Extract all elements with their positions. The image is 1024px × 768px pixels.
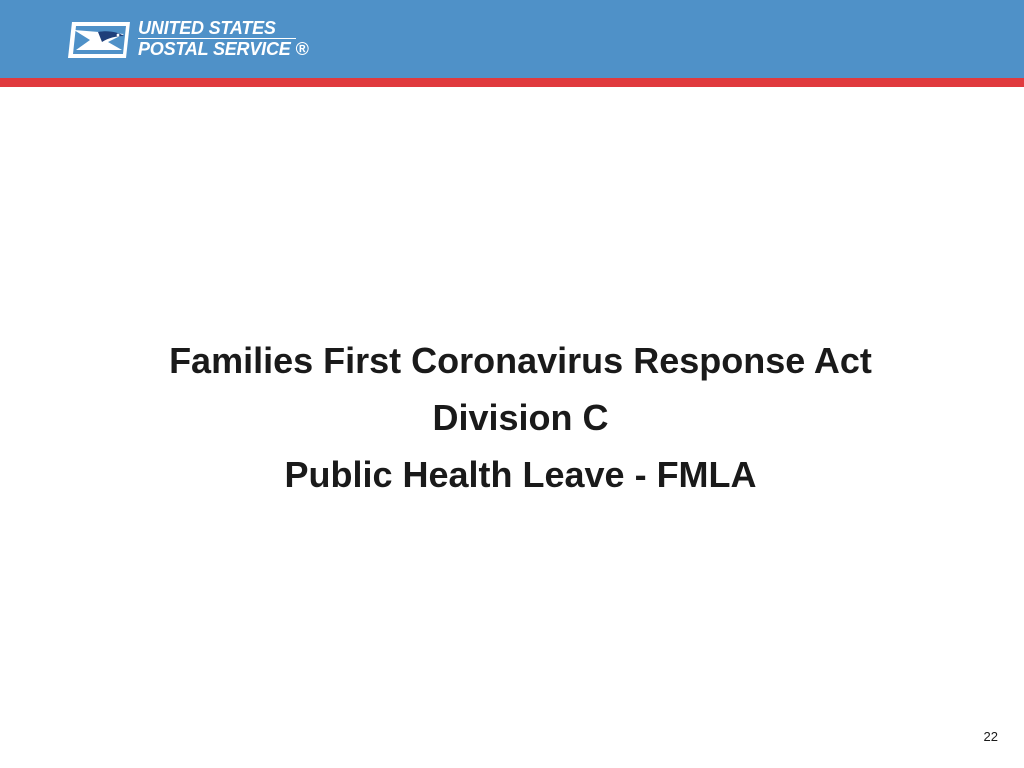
header-red-rule: [0, 78, 1024, 87]
slide-title: [0, 332, 1024, 503]
header-band: [0, 0, 1024, 78]
usps-logo: [68, 18, 318, 62]
logo-text-united-states: UNITED STATES: [138, 18, 276, 38]
logo-text-postal-service: POSTAL SERVICE ®: [138, 39, 309, 59]
title-line-leave: Public Health Leave - FMLA: [284, 454, 757, 495]
title-line-division: Division C: [432, 397, 609, 438]
slide-number: 22: [983, 729, 998, 744]
title-line-act: Families First Coronavirus Response Act: [169, 340, 872, 381]
eagle-icon: [68, 20, 132, 60]
